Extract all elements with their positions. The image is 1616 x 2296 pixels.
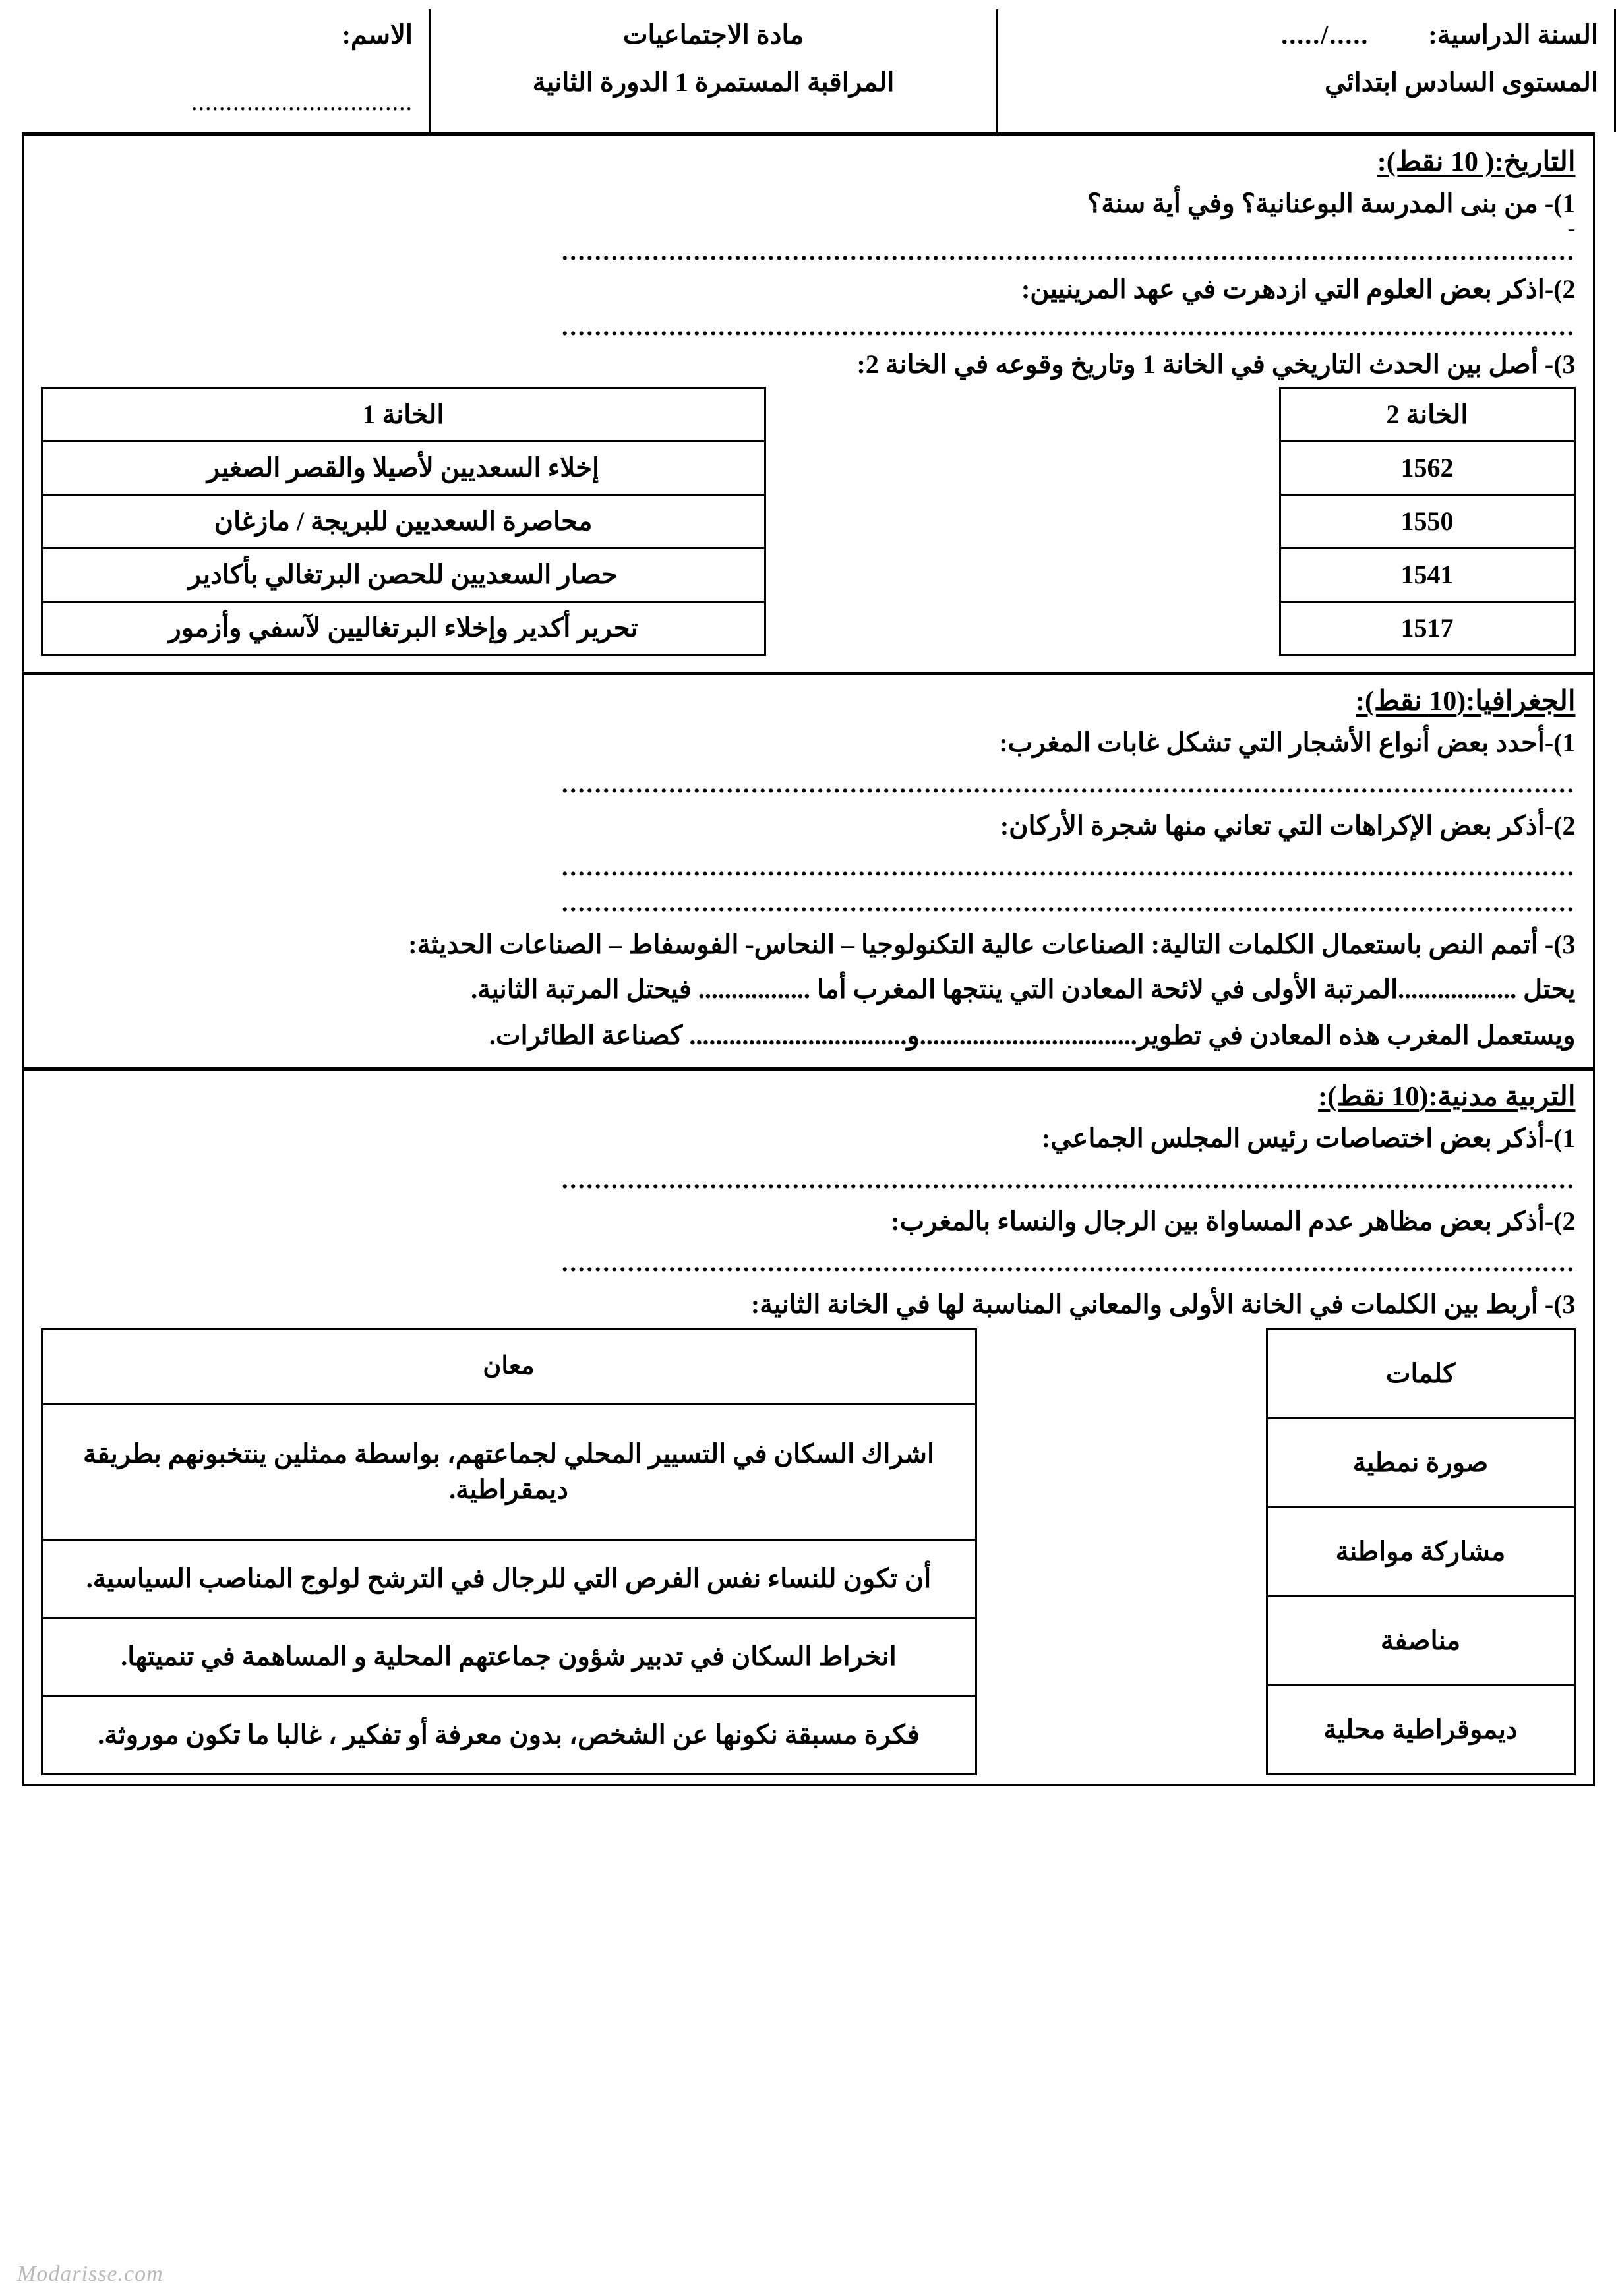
history-answer-line-1[interactable]: ........................................................................................................................... bbox=[562, 239, 1576, 265]
geography-question-3: 3)- أتمم النص باستعمال الكلمات التالية: الصناعات عالية التكنولوجيا – النحاس- الفوسفاط – الصناعات الحديثة: bbox=[408, 929, 1576, 959]
civics-word-cell[interactable]: مناصفة bbox=[1267, 1596, 1574, 1685]
history-answer-line-2[interactable]: ........................................................................................................................... bbox=[562, 314, 1576, 340]
geography-section-title: الجغرافيا:(10 نقط): bbox=[1356, 686, 1576, 717]
geography-answer-line-2[interactable]: ........................................................................................................................... bbox=[562, 854, 1576, 880]
table-row[interactable] bbox=[1267, 1418, 1574, 1507]
exam-body-frame bbox=[22, 132, 1595, 1786]
history-question-1: 1)- من بنى المدرسة البوعنانية؟ وفي أية سنة؟ bbox=[1087, 188, 1576, 218]
history-matching-area bbox=[41, 387, 1576, 656]
civics-word-cell[interactable]: صورة نمطية bbox=[1267, 1418, 1574, 1507]
civics-question-3: 3)- أربط بين الكلمات في الخانة الأولى والمعاني المناسبة لها في الخانة الثانية: bbox=[750, 1289, 1576, 1319]
civics-meanings-header: معان bbox=[42, 1329, 976, 1404]
civics-matching-area bbox=[41, 1328, 1576, 1775]
table-row[interactable] bbox=[42, 548, 765, 602]
table-row[interactable] bbox=[1280, 602, 1574, 655]
section-civics bbox=[24, 1071, 1593, 1784]
section-geography bbox=[24, 675, 1593, 1071]
history-event-cell[interactable]: محاصرة السعديين للبريجة / مازغان bbox=[42, 495, 765, 548]
table-row[interactable] bbox=[42, 1696, 976, 1774]
section-history bbox=[24, 136, 1593, 675]
header-cell-year bbox=[998, 9, 1615, 132]
school-year-value: ...../..... bbox=[1281, 20, 1369, 49]
header-row bbox=[0, 9, 1615, 132]
civics-section-title: التربية مدنية:(10 نقط): bbox=[1318, 1081, 1576, 1112]
geography-question-1: 1)-أحدد بعض أنواع الأشجار التي تشكل غابات المغرب: bbox=[999, 727, 1576, 757]
history-event-cell[interactable]: حصار السعديين للحصن البرتغالي بأكادير bbox=[42, 548, 765, 602]
table-row[interactable] bbox=[1280, 442, 1574, 495]
watermark: Modarisse.com bbox=[17, 2262, 164, 2286]
history-dates-header: الخانة 2 bbox=[1280, 388, 1574, 442]
table-row[interactable] bbox=[42, 602, 765, 655]
history-question-3: 3)- أصل بين الحدث التاريخي في الخانة 1 وتاريخ وقوعه في الخانة 2: bbox=[856, 349, 1576, 380]
table-row[interactable] bbox=[42, 495, 765, 548]
table-row bbox=[1280, 388, 1574, 442]
history-table-dates bbox=[1279, 387, 1576, 656]
level-label: المستوى السادس ابتدائي bbox=[1325, 67, 1598, 97]
civics-meaning-cell[interactable]: اشراك السكان في التسيير المحلي لجماعتهم، بواسطة ممثلين ينتخبونهم بطريقة ديمقراطية. bbox=[42, 1404, 976, 1540]
subject-label: مادة الاجتماعيات bbox=[622, 20, 804, 49]
civics-answer-line-1[interactable]: ........................................................................................................................... bbox=[562, 1167, 1576, 1192]
student-name-field[interactable]: ................................ bbox=[191, 88, 413, 116]
geography-fill-text-1[interactable]: يحتل ..................المرتبة الأولى في لائحة المعادن التي ينتجها المغرب أما ................. فيحتل المرتبة الثانية. bbox=[471, 974, 1576, 1004]
table-row[interactable] bbox=[1267, 1596, 1574, 1685]
history-dash: - bbox=[1567, 214, 1576, 241]
civics-word-cell[interactable]: مشاركة مواطنة bbox=[1267, 1507, 1574, 1596]
history-events-header: الخانة 1 bbox=[42, 388, 765, 442]
history-question-2: 2)-اذكر بعض العلوم التي ازدهرت في عهد المرينيين: bbox=[1021, 274, 1576, 305]
civics-table-words bbox=[1266, 1328, 1576, 1775]
table-row[interactable] bbox=[1267, 1685, 1574, 1774]
history-event-cell[interactable]: تحرير أكدير وإخلاء البرتغاليين لآسفي وأزمور bbox=[42, 602, 765, 655]
header-cell-subject bbox=[430, 9, 998, 132]
civics-meaning-cell[interactable]: فكرة مسبقة نكونها عن الشخص، بدون معرفة أو تفكير ، غالبا ما تكون موروثة. bbox=[42, 1696, 976, 1774]
table-row[interactable] bbox=[42, 1618, 976, 1695]
history-date-cell[interactable]: 1562 bbox=[1280, 442, 1574, 495]
civics-answer-line-2[interactable]: ........................................................................................................................... bbox=[562, 1250, 1576, 1276]
geography-answer-line-3[interactable]: ........................................................................................................................... bbox=[562, 890, 1576, 916]
table-row bbox=[42, 1329, 976, 1404]
table-row[interactable] bbox=[42, 1540, 976, 1618]
school-year-row bbox=[1014, 16, 1598, 54]
header-table bbox=[0, 9, 1616, 132]
geography-answer-line-1[interactable]: ........................................................................................................................... bbox=[562, 771, 1576, 797]
school-year-label: السنة الدراسية: bbox=[1428, 20, 1598, 49]
civics-meaning-cell[interactable]: أن تكون للنساء نفس الفرص التي للرجال في الترشح لولوج المناصب السياسية. bbox=[42, 1540, 976, 1618]
geography-question-2: 2)-أذكر بعض الإكراهات التي تعاني منها شجرة الأركان: bbox=[1000, 810, 1576, 840]
history-date-cell[interactable]: 1517 bbox=[1280, 602, 1574, 655]
history-date-cell[interactable]: 1550 bbox=[1280, 495, 1574, 548]
civics-words-header: كلمات bbox=[1267, 1329, 1574, 1418]
civics-table-meanings bbox=[41, 1328, 977, 1775]
header-cell-name bbox=[0, 9, 430, 132]
history-event-cell[interactable]: إخلاء السعديين لأصيلا والقصر الصغير bbox=[42, 442, 765, 495]
history-table-events bbox=[41, 387, 766, 656]
student-name-label: الاسم: bbox=[342, 20, 413, 49]
table-row bbox=[42, 388, 765, 442]
table-row[interactable] bbox=[42, 1404, 976, 1540]
table-row[interactable] bbox=[1267, 1507, 1574, 1596]
table-row bbox=[1267, 1329, 1574, 1418]
exam-title: المراقبة المستمرة 1 الدورة الثانية bbox=[532, 67, 895, 97]
table-row[interactable] bbox=[1280, 548, 1574, 602]
civics-question-2: 2)-أذكر بعض مظاهر عدم المساواة بين الرجال والنساء بالمغرب: bbox=[891, 1206, 1576, 1236]
table-row[interactable] bbox=[42, 442, 765, 495]
table-row[interactable] bbox=[1280, 495, 1574, 548]
history-date-cell[interactable]: 1541 bbox=[1280, 548, 1574, 602]
civics-question-1: 1)-أذكر بعض اختصاصات رئيس المجلس الجماعي: bbox=[1041, 1123, 1576, 1153]
civics-meaning-cell[interactable]: انخراط السكان في تدبير شؤون جماعتهم المحلية و المساهمة في تنميتها. bbox=[42, 1618, 976, 1695]
geography-fill-text-2[interactable]: ويستعمل المغرب هذه المعادن في تطوير.................................و................................. كصناعة الطائرات. bbox=[489, 1020, 1576, 1050]
civics-word-cell[interactable]: ديموقراطية محلية bbox=[1267, 1685, 1574, 1774]
history-section-title: التاريخ:( 10 نقط): bbox=[1377, 147, 1576, 178]
